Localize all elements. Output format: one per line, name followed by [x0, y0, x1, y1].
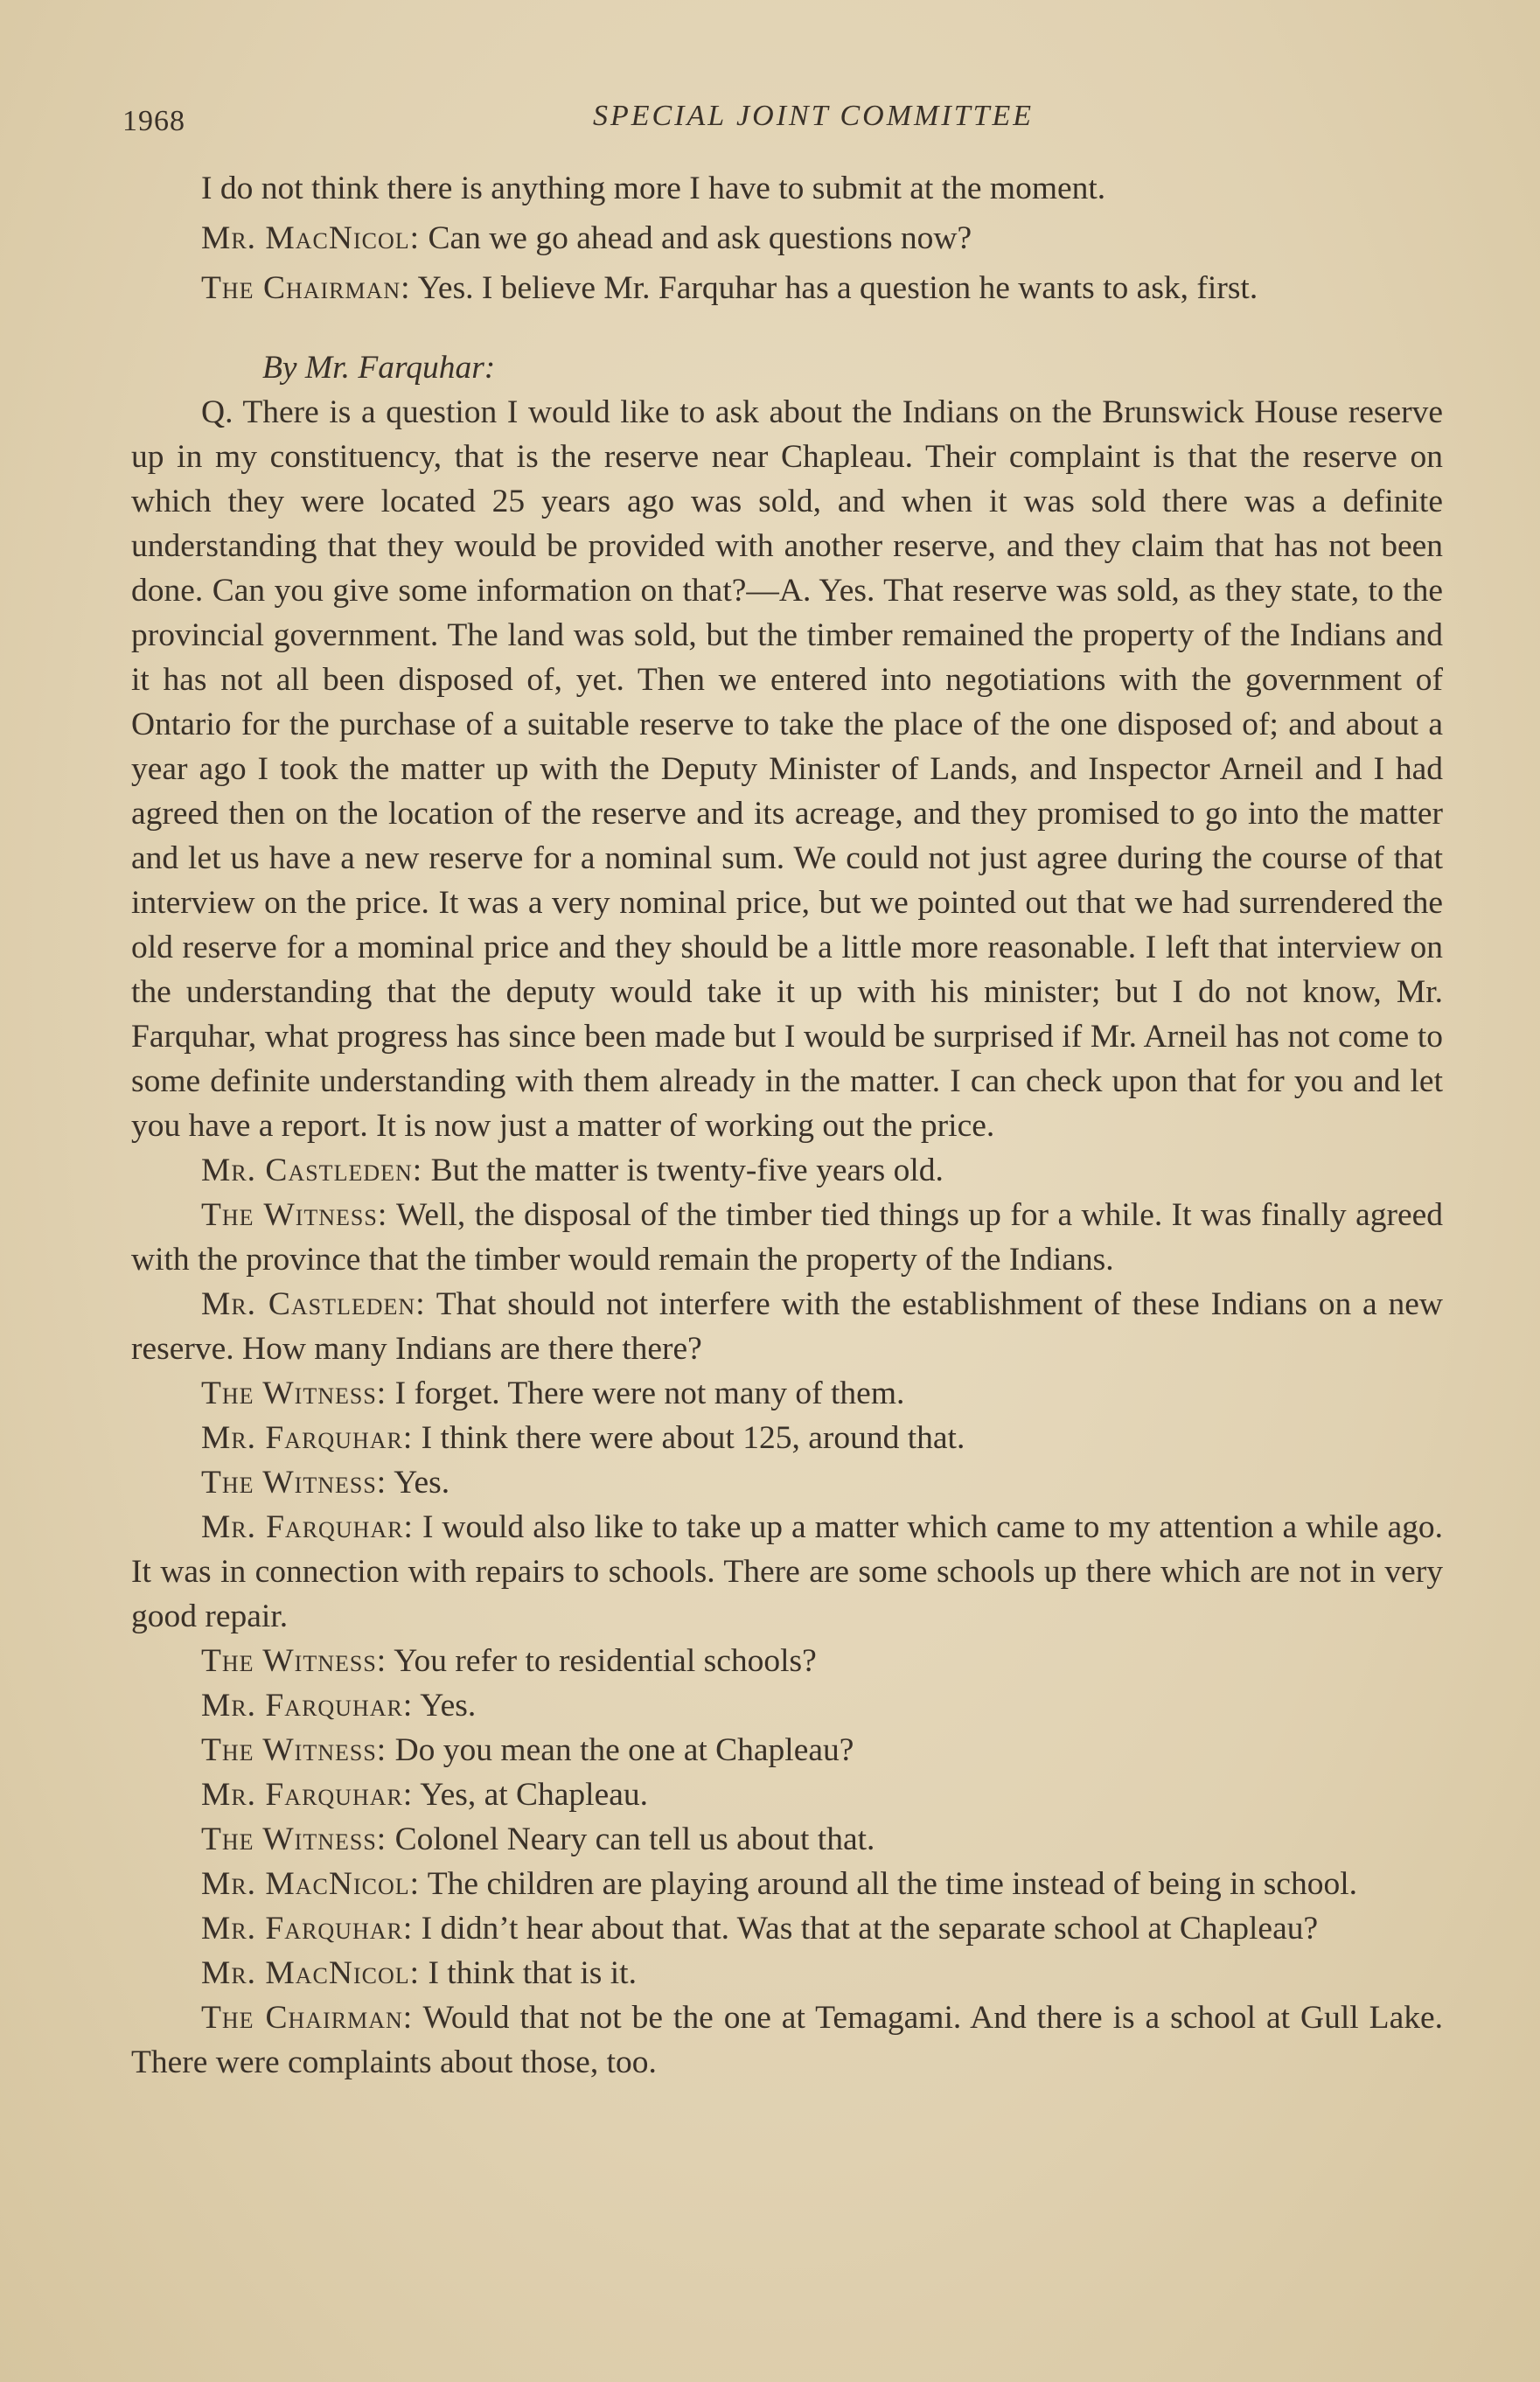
speaker-label: The Witness:	[201, 1376, 387, 1411]
paragraph-text: But the matter is twenty-five years old.	[430, 1153, 944, 1188]
paragraph-text: You refer to residential schools?	[394, 1643, 817, 1679]
transcript-body	[131, 166, 1443, 2085]
paragraph-text: I think there were about 125, around that.	[421, 1420, 965, 1456]
paragraph-text: Yes, at Chapleau.	[420, 1777, 649, 1813]
speaker-label: Mr. Farquhar:	[201, 1688, 414, 1724]
speaker-label: Mr. Farquhar:	[201, 1509, 414, 1545]
speaker-label: Mr. Farquhar:	[201, 1777, 414, 1813]
speaker-label: The Witness:	[201, 1821, 387, 1857]
paragraph	[131, 216, 1443, 261]
speaker-label: Mr. Farquhar:	[201, 1420, 414, 1456]
paragraph-text: Q. There is a question I would like to ask about the Indians on the Brunswick House reserve up in my constituency, that is the reserve near Chapleau. Their complaint is that the reserve on which they were located 25 years ago was sold, and when it was sold there was a definite understanding that they would be provided with another reserve, and they claim that has not been done. Can you give some information on that?—A. Yes. That reserve was sold, as they state, to the provincial government. The land was sold, but the timber remained the property of the Indians and it has not all been disposed of, yet. Then we entered into negotiations with the government of Ontario for the purchase of a suitable reserve to take the place of the one disposed of; and about a year ago I took the matter up with the Deputy Minister of Lands, and Inspector Arneil and I had agreed then on the location of the reserve and its acreage, and they promised to go into the matter and let us have a new reserve for a nominal sum. We could not just agree during the course of that interview on the price. It was a very nominal price, but we pointed out that we had surrendered the old reserve for a mominal price and they should be a little more reasonable. I left that interview on the understanding that the deputy would take it up with his minister; but I do not know, Mr. Farquhar, what progress has since been made but I would be surprised if Mr. Arneil has not come to some definite understanding with them already in the matter. I can check upon that for you and let you have a report. It is now just a matter of working out the price.	[131, 394, 1443, 1144]
speaker-label: Mr. Castleden:	[201, 1286, 426, 1322]
examiner-heading: By Mr. Farquhar:	[262, 350, 496, 386]
running-title: SPECIAL JOINT COMMITTEE	[592, 100, 1035, 132]
paragraph-text: I think that is it.	[428, 1955, 637, 1991]
paragraph	[131, 1505, 1443, 1639]
speaker-label: Mr. MacNicol:	[201, 1866, 421, 1902]
paragraph-text: That should not interfere with the establishment of these Indians on a new reserve. How many Indians are there there?	[131, 1286, 1443, 1367]
paragraph	[131, 1862, 1443, 1906]
paragraph-text: I do not think there is anything more I have to submit at the moment.	[201, 171, 1106, 206]
paragraph-text: Can we go ahead and ask questions now?	[428, 220, 972, 256]
paragraph-text: Do you mean the one at Chapleau?	[394, 1732, 854, 1768]
paragraph-text: Well, the disposal of the timber tied things up for a while. It was finally agreed with the province that the timber would remain the property of the Indians.	[131, 1197, 1443, 1278]
speaker-label: The Witness:	[201, 1465, 387, 1501]
page-number: 1968	[122, 105, 185, 137]
speaker-label: The Witness:	[201, 1643, 387, 1679]
paragraph	[131, 390, 1443, 1148]
paragraph	[131, 1728, 1443, 1773]
paragraph	[131, 1148, 1443, 1193]
paragraph-text: Yes.	[394, 1465, 450, 1501]
paragraph	[131, 1282, 1443, 1371]
paragraph	[131, 1416, 1443, 1460]
paragraph-text: I would also like to take up a matter which came to my attention a while ago. It was in connection with repairs to schools. There are some schools up there which are not in very good repair.	[131, 1509, 1444, 1634]
paragraph	[131, 166, 1443, 211]
paragraph	[131, 1683, 1443, 1728]
paragraph-text: I forget. There were not many of them.	[394, 1376, 905, 1411]
paragraph-text: Colonel Neary can tell us about that.	[394, 1821, 875, 1857]
speaker-label: The Witness:	[201, 1197, 388, 1233]
page-header	[122, 100, 1452, 157]
paragraph	[131, 1817, 1443, 1862]
speaker-label: The Witness:	[201, 1732, 387, 1768]
paragraph	[131, 1995, 1443, 2085]
paragraph-text: I didn’t hear about that. Was that at the separate school at Chapleau?	[421, 1911, 1319, 1947]
paragraph-text: Would that not be the one at Temagami. And there is a school at Gull Lake. There were complaints about those, too.	[131, 2000, 1443, 2080]
paragraph	[131, 1371, 1443, 1416]
paragraph	[131, 1639, 1443, 1683]
speaker-label: Mr. Farquhar:	[201, 1911, 414, 1947]
speaker-label: The Chairman:	[201, 2000, 414, 2036]
paragraph-text: Yes.	[420, 1688, 477, 1724]
paragraph	[131, 1773, 1443, 1817]
paragraph	[131, 1460, 1443, 1505]
paragraph	[131, 266, 1443, 310]
speaker-label: Mr. MacNicol:	[201, 1955, 421, 1991]
paragraph-text: The children are playing around all the time instead of being in school.	[427, 1866, 1357, 1902]
paragraph	[131, 1193, 1443, 1282]
speaker-label: The Chairman:	[201, 270, 411, 306]
paragraph	[131, 1951, 1443, 1995]
paragraph	[131, 1906, 1443, 1951]
speaker-label: Mr. MacNicol:	[201, 220, 421, 256]
paragraph-text: Yes. I believe Mr. Farquhar has a question he wants to ask, first.	[417, 270, 1258, 306]
speaker-label: Mr. Castleden:	[201, 1153, 423, 1188]
